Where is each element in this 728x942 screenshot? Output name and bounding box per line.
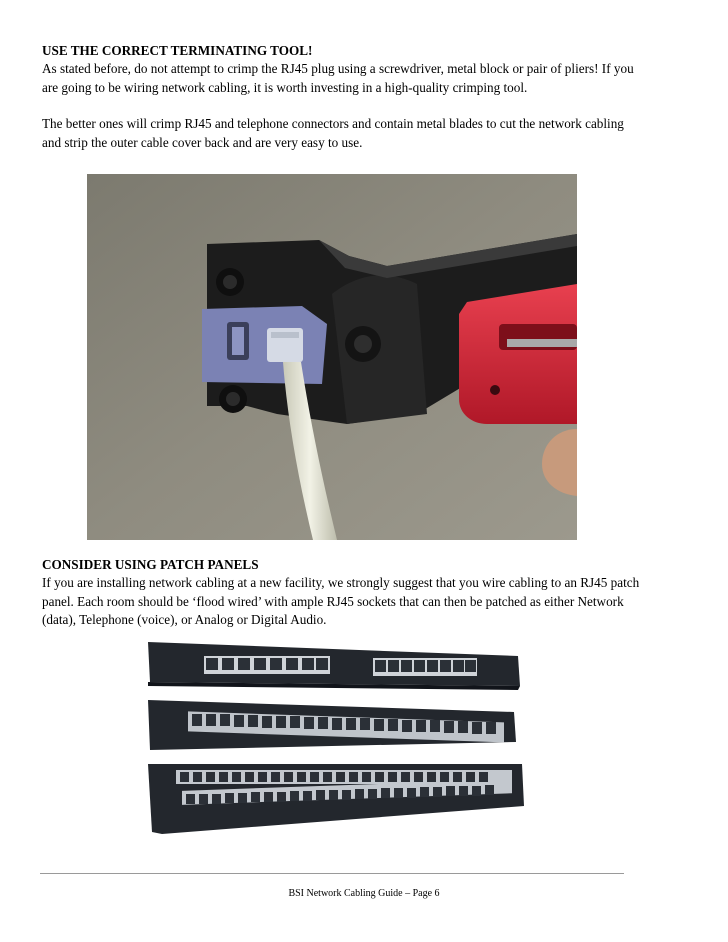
section-terminating-tool <box>42 42 642 152</box>
section-paragraph: The better ones will crimp RJ45 and telephone connectors and contain metal blades to cut the network cabling and strip the outer cable cover back and are very easy to use. <box>42 116 624 150</box>
section-paragraph: If you are installing network cabling at a new facility, we strongly suggest that you wire cabling to an RJ45 patch panel. Each room should be ‘flood wired’ with ample RJ45 sockets that can then be patched as either Network (data), Telephone (voice), or Analog or Digital Audio. <box>42 575 640 628</box>
footer-divider <box>40 873 624 874</box>
section-heading: USE THE CORRECT TERMINATING TOOL! <box>42 43 313 58</box>
patch-panels-photo <box>148 638 526 842</box>
section-heading: CONSIDER USING PATCH PANELS <box>42 557 259 572</box>
section-patch-panels <box>42 556 642 630</box>
section-paragraph: As stated before, do not attempt to crimp the RJ45 plug using a screwdriver, metal block or pair of pliers! If you are going to be wiring network cabling, it is worth investing in a high-quality crimping tool. <box>42 61 634 95</box>
page-footer: BSI Network Cabling Guide – Page 6 <box>288 888 440 899</box>
crimping-tool-photo <box>87 174 577 540</box>
